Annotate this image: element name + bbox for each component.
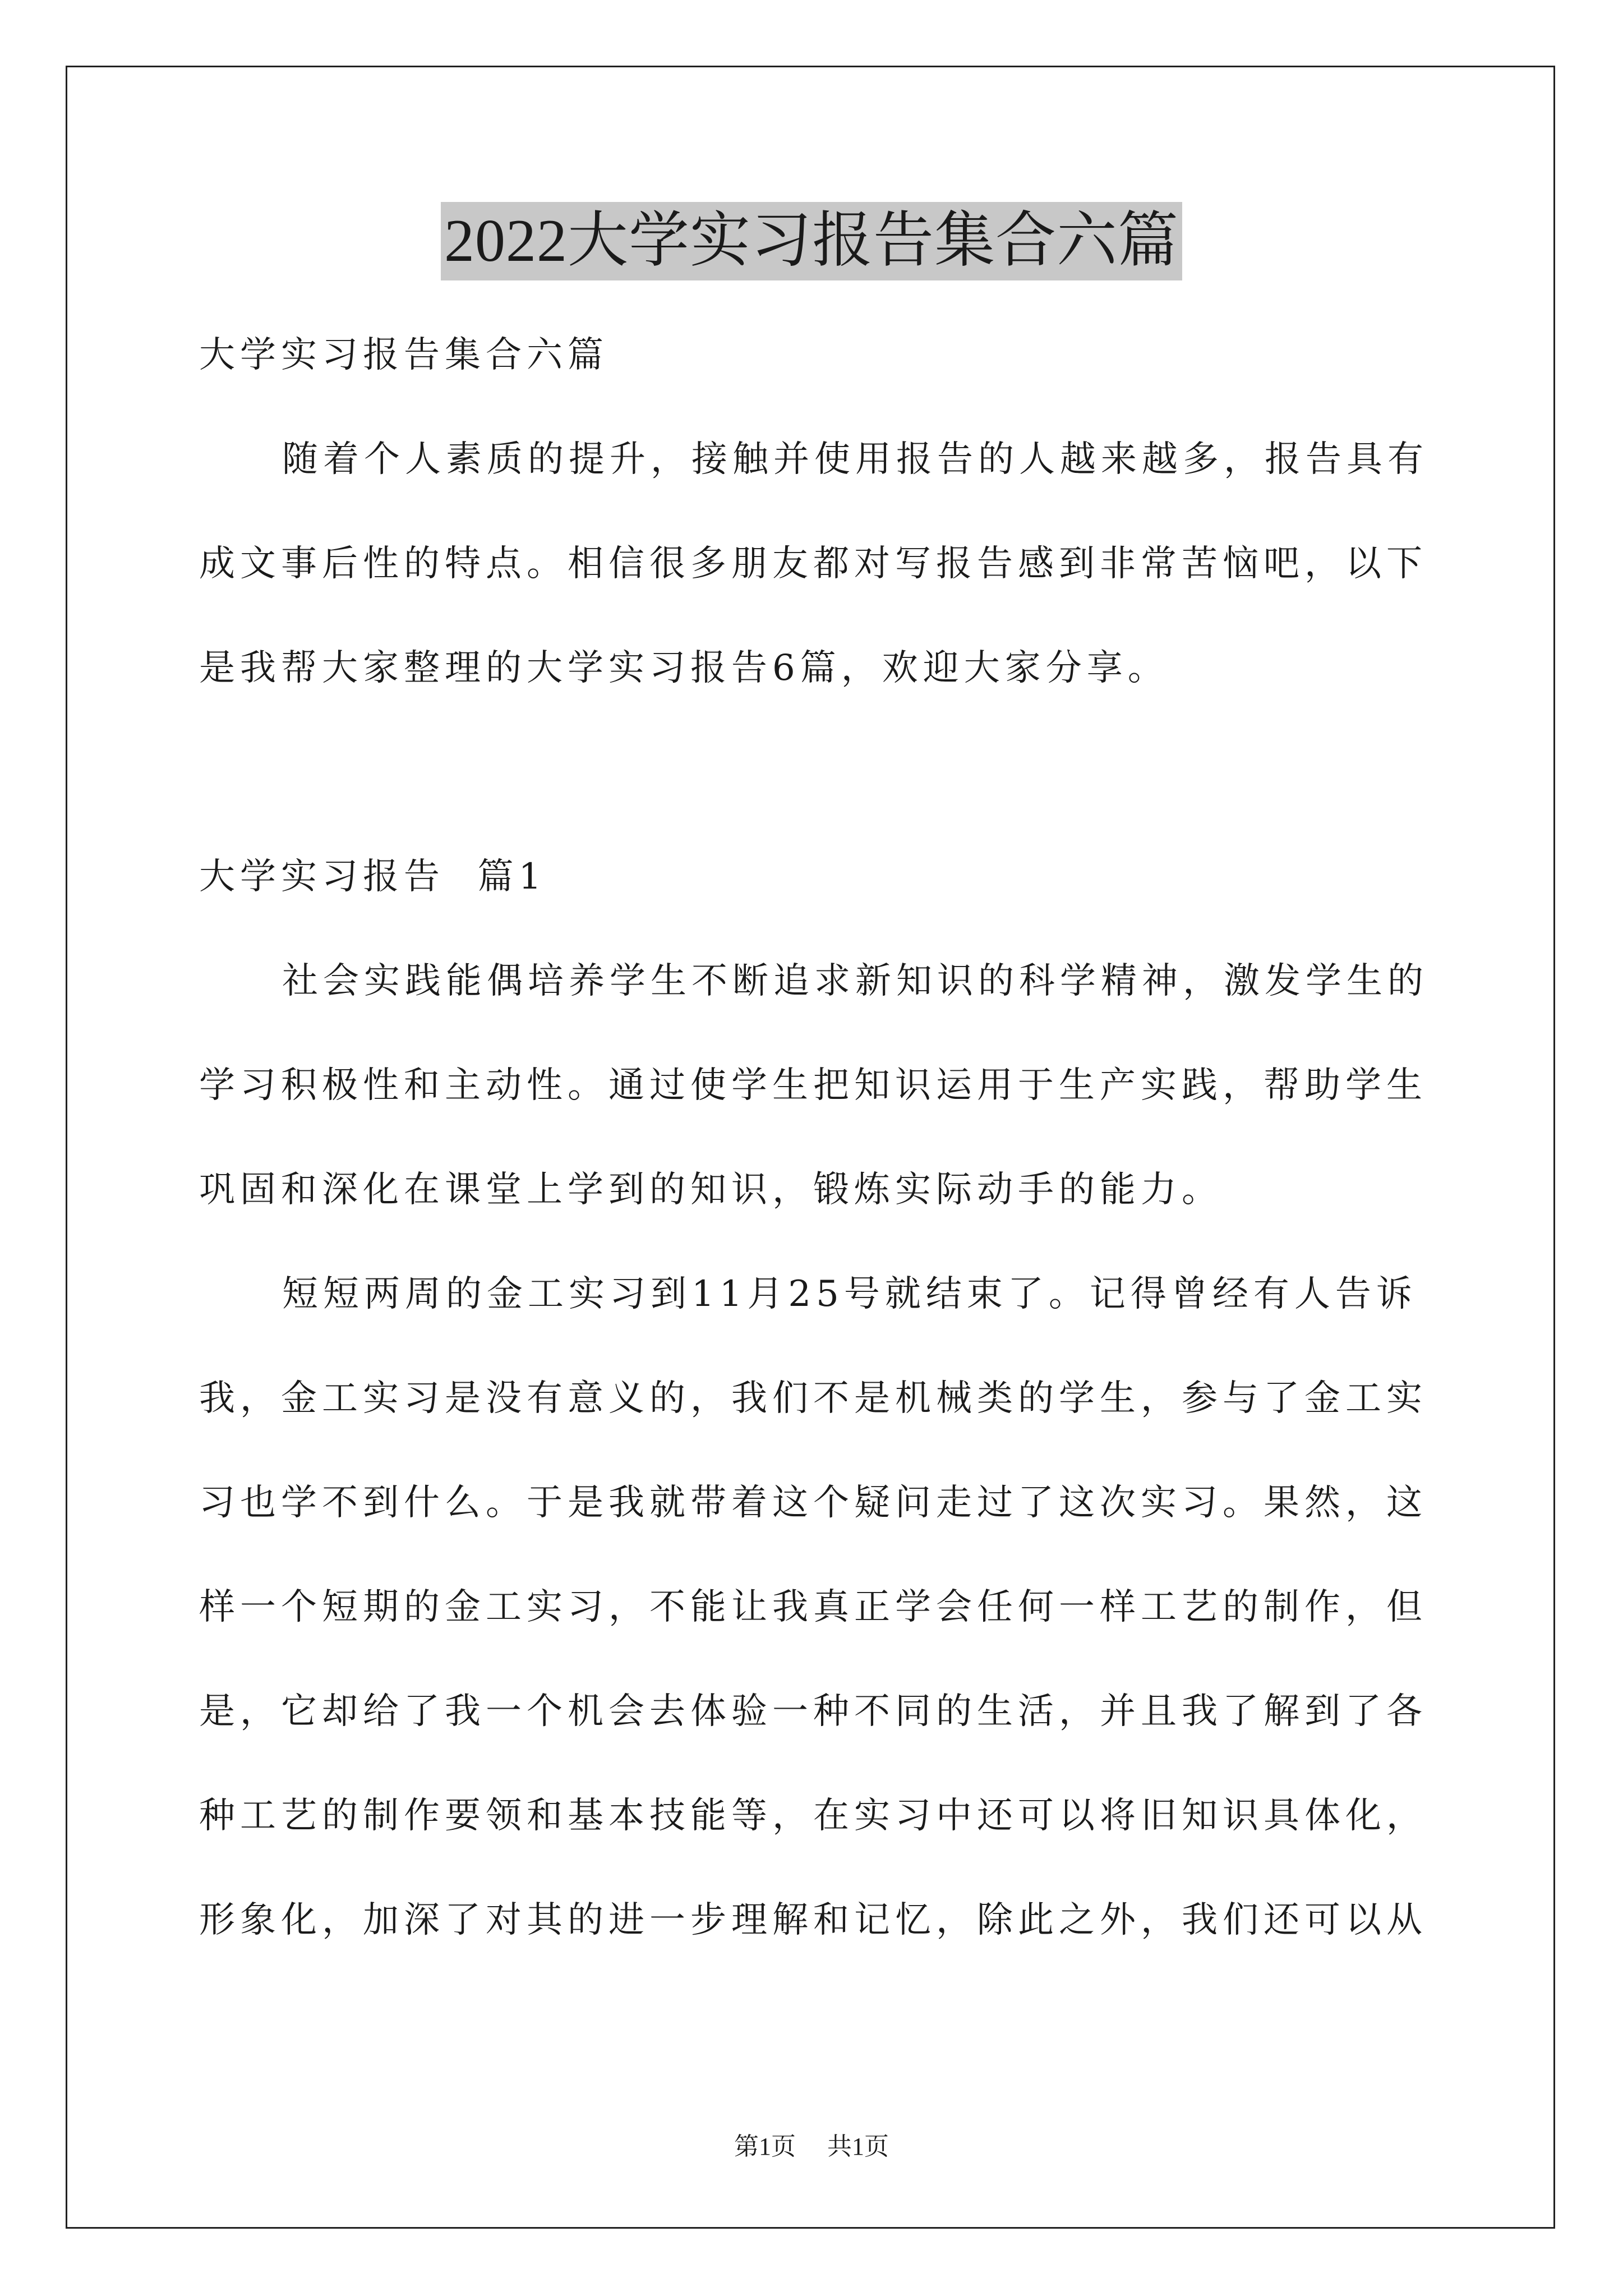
paragraph-line: 社会实践能偶培养学生不断追求新知识的科学精神，激发学生的 <box>282 960 1428 1002</box>
document-body <box>199 303 1427 1972</box>
document-title: 2022大学实习报告集合六篇 <box>441 202 1182 280</box>
paragraph-line: 巩固和深化在课堂上学到的知识，锻炼实际动手的能力。 <box>199 1169 1223 1211</box>
blank-line <box>199 720 1427 825</box>
page-footer <box>0 2126 1623 2162</box>
paragraph-line: 短短两周的金工实习到11月25号就结束了。记得曾经有人告诉 <box>282 1273 1417 1315</box>
paragraph-line: 随着个人素质的提升，接触并使用报告的人越来越多，报告具有 <box>282 439 1428 480</box>
paragraph-line: 形象化，加深了对其的进一步理解和记忆，除此之外，我们还可以从 <box>199 1899 1427 1941</box>
paragraph-line: 习也学不到什么。于是我就带着这个疑问走过了这次实习。果然，这 <box>199 1482 1427 1524</box>
paragraph-line: 种工艺的制作要领和基本技能等，在实习中还可以将旧知识具体化， <box>199 1795 1427 1837</box>
paragraph-line: 样一个短期的金工实习，不能让我真正学会任何一样工艺的制作，但 <box>199 1586 1427 1628</box>
subtitle-line: 大学实习报告集合六篇 <box>199 334 608 376</box>
page-total: 共1页 <box>827 2133 889 2160</box>
section-heading: 大学实习报告 篇1 <box>199 856 547 898</box>
paragraph-line: 学习积极性和主动性。通过使学生把知识运用于生产实践，帮助学生 <box>199 1065 1427 1106</box>
paragraph-line: 我，金工实习是没有意义的，我们不是机械类的学生，参与了金工实 <box>199 1378 1427 1419</box>
page-number: 第1页 <box>734 2133 796 2160</box>
paragraph-line: 是，它却给了我一个机会去体验一种不同的生活，并且我了解到了各 <box>199 1691 1427 1732</box>
paragraph-line: 成文事后性的特点。相信很多朋友都对写报告感到非常苦恼吧，以下 <box>199 543 1427 585</box>
paragraph-line: 是我帮大家整理的大学实习报告6篇，欢迎大家分享。 <box>199 647 1169 689</box>
document-title-wrap <box>0 202 1623 280</box>
